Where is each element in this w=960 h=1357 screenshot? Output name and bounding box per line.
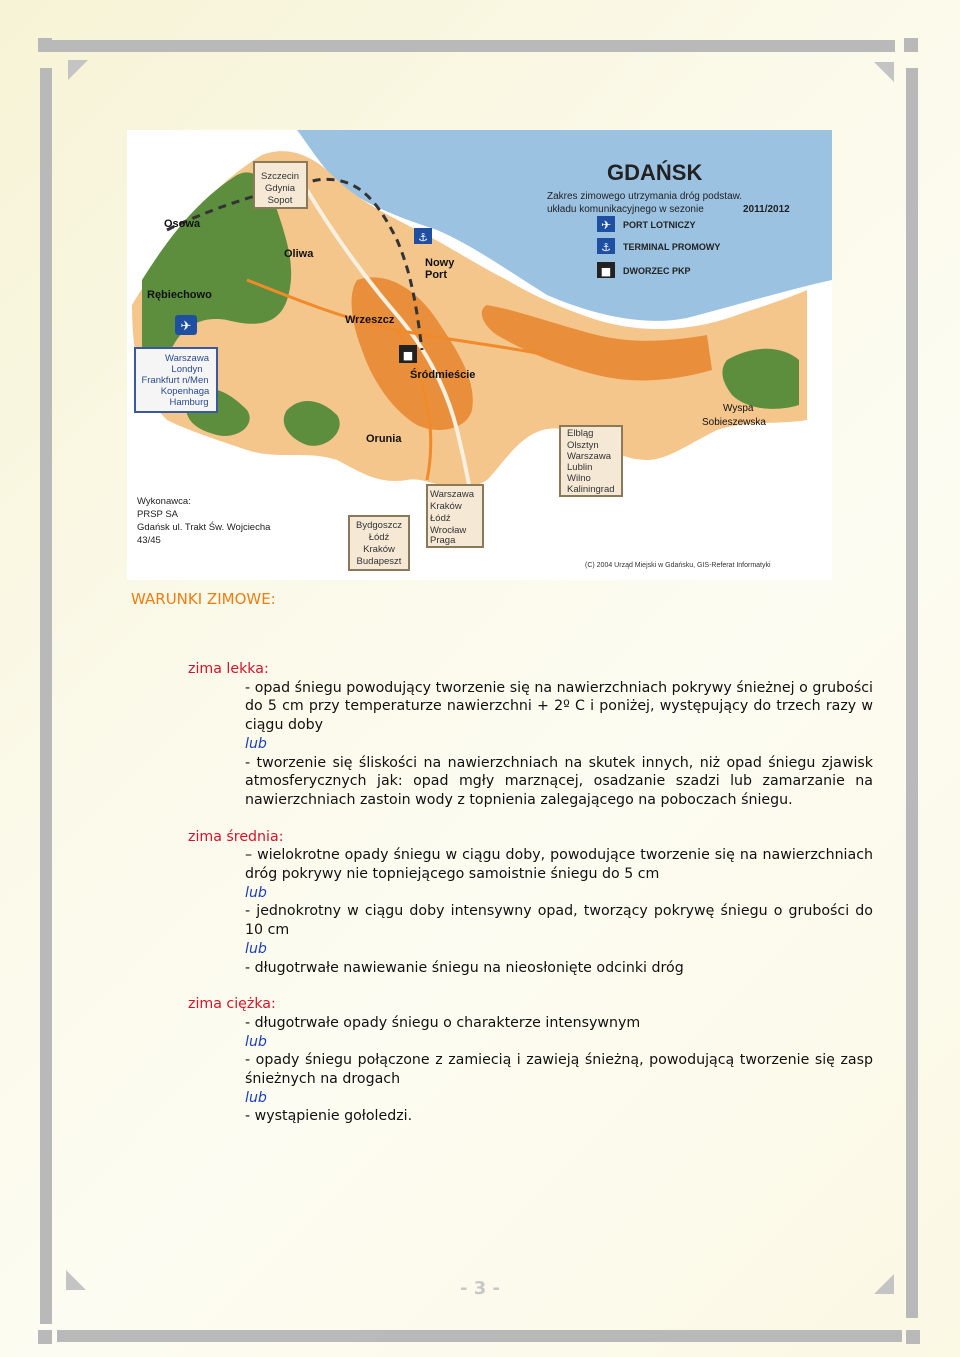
svg-text:✈: ✈ (600, 218, 612, 232)
connector-or: lub (245, 940, 267, 957)
svg-text:Olsztyn: Olsztyn (567, 440, 599, 451)
svg-text:■: ■ (600, 265, 612, 278)
category-item: - jednokrotny w ciągu doby intensywny opad, tworzący pokrywę śniegu o grubości do 10 cm (245, 903, 873, 939)
category-item: - długotrwałe nawiewanie śniegu na nieosłonięte odcinki dróg (245, 959, 684, 976)
category-item: - długotrwałe opady śniegu o charakterze intensywnym (245, 1014, 641, 1031)
svg-text:Kaliningrad: Kaliningrad (567, 484, 615, 495)
contractor-line: Gdańsk ul. Trakt Św. Wojciecha (137, 522, 271, 533)
svg-text:Gdynia: Gdynia (264, 183, 296, 194)
frame-corner-bottom-right (906, 1330, 922, 1346)
svg-text:Bydgoszcz: Bydgoszcz (356, 520, 402, 531)
svg-text:Sopot: Sopot (267, 195, 293, 206)
frame-triangle-top-right (872, 60, 896, 84)
place-label: Rębiechowo (147, 289, 212, 301)
svg-text:⚓: ⚓ (601, 241, 611, 254)
category-item: - opad śniegu powodujący tworzenie się na nawierzchniach pokrywy śnieżnej o grubości do 5 cm przy temperaturze nawierzchni + 2º C i poniżej, występujący do trzech razy w ciągu doby (245, 679, 873, 734)
map-subtitle-line1: Zakres zimowego utrzymania dróg podstaw. (547, 191, 743, 202)
svg-text:Kraków: Kraków (363, 544, 395, 555)
contractor-line: 43/45 (137, 535, 161, 546)
svg-text:✈: ✈ (180, 319, 192, 334)
svg-text:Wilno: Wilno (567, 473, 591, 484)
svg-text:Łódź: Łódź (430, 513, 451, 524)
airplane-icon (597, 216, 615, 232)
svg-text:Kopenhaga: Kopenhaga (160, 386, 210, 397)
svg-text:Londyn: Londyn (171, 364, 203, 375)
legend-label: DWORZEC PKP (623, 266, 691, 276)
train-icon (399, 345, 417, 363)
gdansk-road-map (127, 130, 832, 580)
map-credit: (C) 2004 Urząd Miejski w Gdańsku, GIS-Referat Informatyki (585, 562, 771, 569)
frame-corner-bottom-left (38, 1330, 54, 1346)
legend-label: PORT LOTNICZY (623, 220, 696, 230)
map-season: 2011/2012 (743, 204, 790, 215)
ferry-icon (597, 238, 615, 254)
place-label: Port (425, 269, 447, 281)
airplane-icon (175, 315, 197, 335)
winter-conditions-content (188, 660, 873, 1126)
frame-corner-top-left (38, 38, 54, 54)
svg-text:Szczecin: Szczecin (260, 171, 300, 182)
frame-right-bar (906, 68, 918, 1318)
place-label: Sobieszewska (702, 417, 766, 428)
page-number: - 3 - (460, 1278, 500, 1299)
frame-bottom-bar (57, 1330, 902, 1342)
svg-text:Hamburg: Hamburg (169, 397, 209, 408)
frame-top-bar (52, 40, 895, 52)
svg-text:Warszawa: Warszawa (567, 451, 611, 462)
svg-text:Lublin: Lublin (567, 462, 593, 473)
svg-text:■: ■ (402, 349, 414, 362)
connector-or: lub (245, 884, 267, 901)
contractor-line: PRSP SA (137, 509, 179, 520)
place-label: Wyspa (723, 403, 754, 414)
category-heading: zima lekka: (188, 661, 269, 677)
svg-text:Warszawa: Warszawa (430, 489, 474, 500)
svg-text:⚓: ⚓ (418, 231, 428, 244)
legend-label: TERMINAL PROMOWY (623, 242, 721, 252)
connector-or: lub (245, 1033, 267, 1050)
place-label: Orunia (366, 433, 402, 445)
place-label: Oliwa (284, 248, 314, 260)
contractor-line: Wykonawca: (137, 496, 191, 507)
connector-or: lub (245, 735, 267, 752)
category-item: - tworzenie się śliskości na nawierzchniach na skutek innych, niż opad śniegu zjawisk atmosferycznych jak: opad mgły marznącej, osadzanie szadzi lub zamarzanie na nawierzchniach zastoin wody z topnienia zalegającego na poboczach śniegu. (245, 754, 873, 808)
category-item: - wystąpienie gołoledzi. (245, 1108, 413, 1125)
section-title: WARUNKI ZIMOWE: (131, 590, 276, 608)
frame-triangle-top-left (68, 60, 90, 82)
svg-text:Praga: Praga (430, 535, 456, 546)
place-label: Wrzeszcz (345, 314, 395, 326)
svg-text:Łódź: Łódź (368, 532, 390, 543)
connector-or: lub (245, 1089, 267, 1106)
category-heading: zima średnia: (188, 828, 284, 845)
category-item: – wielokrotne opady śniegu w ciągu doby, powodujące tworzenie się na nawierzchniach dróg pokrywy nie topniejącego samoistnie śniegu do 5 cm (245, 847, 873, 883)
place-label: Osowa (164, 218, 201, 230)
svg-text:Warszawa: Warszawa (165, 353, 209, 364)
category-item: - opady śniegu połączone z zamiecią i zawieją śnieżną, powodującą tworzenie się zasp śnieżnych na drogach (245, 1052, 873, 1088)
map-title: GDAŃSK (607, 160, 703, 185)
place-label: Nowy (425, 257, 455, 269)
svg-text:Elbląg: Elbląg (567, 428, 594, 439)
svg-text:Wrocław: Wrocław (430, 525, 467, 536)
map-subtitle-line2: układu komunikacyjnego w sezonie (547, 204, 704, 215)
frame-corner-top-right (904, 38, 920, 54)
svg-text:Kraków: Kraków (430, 501, 462, 512)
place-label: Śródmieście (410, 369, 476, 381)
frame-left-bar (40, 68, 52, 1324)
train-icon (597, 262, 615, 278)
svg-text:Frankfurt n/Men: Frankfurt n/Men (141, 375, 209, 386)
svg-text:Budapeszt: Budapeszt (356, 556, 402, 567)
category-heading: zima ciężka: (188, 996, 276, 1013)
ferry-icon (414, 228, 432, 244)
